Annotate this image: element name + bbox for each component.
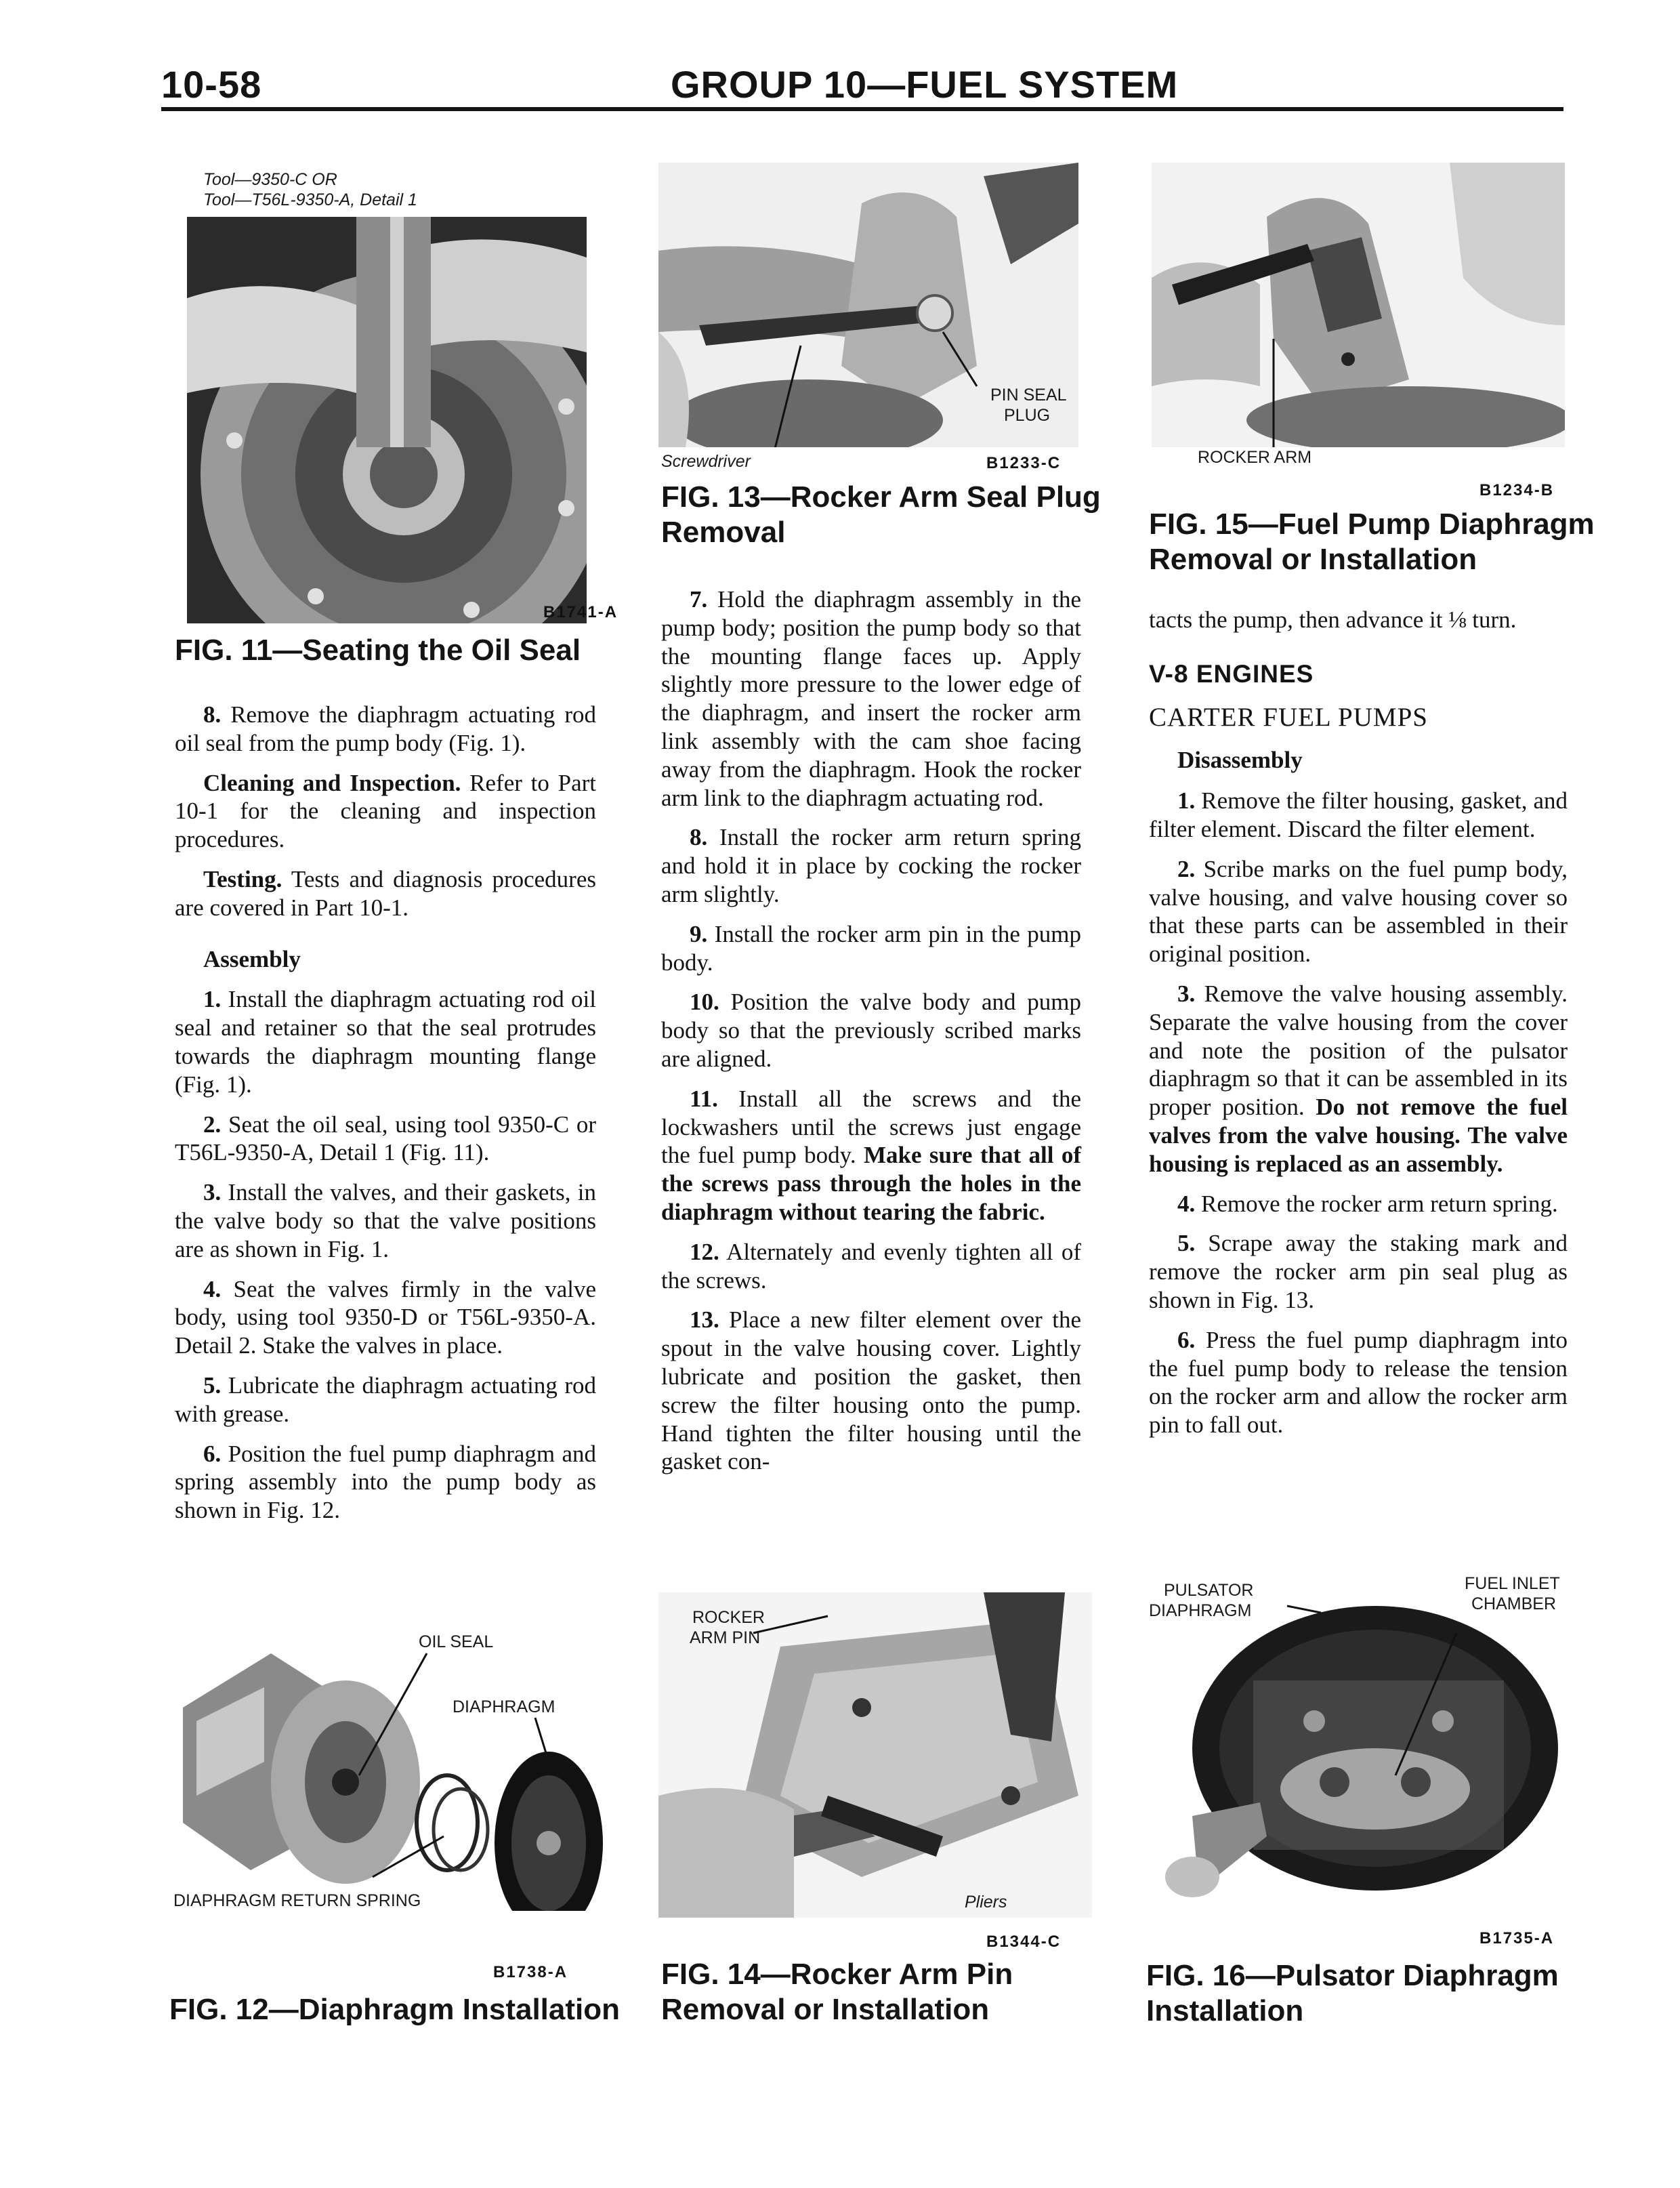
col2-step-10: 10. Position the valve body and pump body so that the previously scribed marks are aligned. — [661, 989, 1081, 1072]
fig15-photo — [1152, 163, 1565, 447]
page-header-title: GROUP 10—FUEL SYSTEM — [671, 63, 1179, 106]
fig16-label-inlet-2: CHAMBER — [1471, 1594, 1557, 1613]
fig13-caption-2: Removal — [661, 516, 786, 549]
fig15-code: B1234-B — [1479, 481, 1555, 499]
column-1 — [175, 701, 596, 1536]
col3-carter-heading: CARTER FUEL PUMPS — [1149, 702, 1428, 732]
fig14-label-rocker-1: ROCKER — [692, 1608, 765, 1627]
col1-assembly-step-3: 3. Install the valves, and their gaskets, in the valve body so that the valve positions are as shown in Fig. 1. — [175, 1179, 596, 1262]
fig16-label-pulsator-2: DIAPHRAGM — [1149, 1601, 1252, 1620]
fig12-label-return-spring: DIAPHRAGM RETURN SPRING — [173, 1891, 421, 1910]
fig14-caption-1: FIG. 14—Rocker Arm Pin — [661, 1958, 1013, 1991]
fig12-label-oil-seal: OIL SEAL — [419, 1632, 494, 1651]
col2-step-7: 7. Hold the diaphragm assembly in the pump body; position the pump body so that the mounting flange faces up. Apply slightly more pressure to the lower edge of the diaphragm, and insert the rocker arm link assembly with the cam shoe facing away from the diaphragm. Hook the rocker arm link to the diaphragm actuating rod. — [661, 586, 1081, 811]
column-2 — [661, 585, 1081, 1487]
fig12-label-diaphragm: DIAPHRAGM — [453, 1697, 555, 1716]
fig15-label-rocker-arm: ROCKER ARM — [1198, 448, 1312, 467]
fig14-label-pliers: Pliers — [965, 1893, 1007, 1912]
fig14-label-rocker-2: ARM PIN — [690, 1628, 761, 1647]
col2-step-11: 11. Install all the screws and the lockwashers until the screws just engage the fuel pump body. Make sure that all of the screws pass through the holes in the diaphragm without tearing the fabric. — [661, 1085, 1081, 1225]
col3-disassembly-heading: Disassembly — [1177, 747, 1303, 774]
fig12-photo — [169, 1626, 603, 1911]
fig16-code: B1735-A — [1479, 1929, 1555, 1947]
fig11-tool-label-1: Tool—9350-C OR — [203, 170, 337, 189]
col1-assembly-step-4: 4. Seat the valves firmly in the valve body, using tool 9350-D or T56L-9350-A. Detail 2. Stake the valves in place. — [175, 1275, 596, 1359]
col1-assembly-heading: Assembly — [203, 945, 301, 972]
fig12-caption: FIG. 12—Diaphragm Installation — [169, 1993, 621, 2026]
col3-step-2: 2. Scribe marks on the fuel pump body, valve housing, and valve housing cover so that these parts can be assembled in their original position. — [1149, 855, 1568, 968]
col1-cleaning: Cleaning and Inspection. Refer to Part 10-1 for the cleaning and inspection procedures. — [175, 769, 596, 853]
fig13-label-pin-seal-2: PLUG — [1004, 406, 1051, 425]
col1-assembly-step-1: 1. Install the diaphragm actuating rod oil seal and retainer so that the seal protrudes towards the diaphragm mounting flange (Fig. 1). — [175, 986, 596, 1098]
col1-assembly-step-6: 6. Position the fuel pump diaphragm and spring assembly into the pump body as shown in Fig. 12. — [175, 1440, 596, 1524]
col2-step-8: 8. Install the rocker arm return spring and hold it in place by cocking the rocker arm slightly. — [661, 824, 1081, 907]
header-rule — [161, 107, 1563, 111]
fig11-photo — [187, 217, 587, 623]
fig13-caption-1: FIG. 13—Rocker Arm Seal Plug — [661, 480, 1101, 514]
col1-assembly-step-5: 5. Lubricate the diaphragm actuating rod with grease. — [175, 1371, 596, 1427]
fig15-caption-1: FIG. 15—Fuel Pump Diaphragm — [1149, 508, 1595, 541]
fig16-photo — [1152, 1592, 1565, 1911]
col1-assembly-step-2: 2. Seat the oil seal, using tool 9350-C or T56L-9350-A, Detail 1 (Fig. 11). — [175, 1111, 596, 1166]
col3-step-6: 6. Press the fuel pump diaphragm into the fuel pump body to release the tension on the rocker arm and allow the rocker arm pin to fall out. — [1149, 1326, 1568, 1439]
col2-step-12: 12. Alternately and evenly tighten all of the screws. — [661, 1238, 1081, 1294]
fig16-label-pulsator-1: PULSATOR — [1164, 1581, 1254, 1600]
fig14-code: B1344-C — [986, 1933, 1062, 1951]
col1-step-8: 8. Remove the diaphragm actuating rod oil seal from the pump body (Fig. 1). — [175, 701, 596, 756]
fig16-caption-1: FIG. 16—Pulsator Diaphragm — [1146, 1959, 1559, 1992]
fig13-code: B1233-C — [986, 454, 1062, 472]
fig11-caption: FIG. 11—Seating the Oil Seal — [175, 634, 581, 667]
col3-step-1: 1. Remove the filter housing, gasket, and filter element. Discard the filter element. — [1149, 787, 1568, 842]
col3-continued: tacts the pump, then advance it ⅛ turn. — [1149, 606, 1517, 633]
column-3 — [1149, 606, 1568, 1451]
col1-testing: Testing. Tests and diagnosis procedures are covered in Part 10-1. — [175, 865, 596, 921]
col2-step-13: 13. Place a new filter element over the spout in the valve housing cover. Lightly lubricate and position the gasket, then screw the filter housing onto the pump. Hand tighten the filter housing until the gasket con- — [661, 1306, 1081, 1475]
fig12-code: B1738-A — [493, 1963, 568, 1981]
page-number: 10-58 — [161, 63, 262, 106]
fig13-label-screwdriver: Screwdriver — [661, 452, 751, 471]
fig13-label-pin-seal-1: PIN SEAL — [990, 386, 1067, 405]
fig16-caption-2: Installation — [1146, 1994, 1304, 2027]
col3-step-5: 5. Scrape away the staking mark and remove the rocker arm pin seal plug as shown in Fig. 13. — [1149, 1230, 1568, 1313]
fig15-caption-2: Removal or Installation — [1149, 543, 1477, 576]
fig14-caption-2: Removal or Installation — [661, 1993, 990, 2026]
fig16-label-inlet-1: FUEL INLET — [1465, 1574, 1560, 1593]
fig11-tool-label-2: Tool—T56L-9350-A, Detail 1 — [203, 190, 417, 209]
col2-step-9: 9. Install the rocker arm pin in the pump body. — [661, 920, 1081, 976]
fig11-code: B1741-A — [543, 603, 618, 621]
col3-v8-heading: V-8 ENGINES — [1149, 659, 1314, 688]
col3-step-4: 4. Remove the rocker arm return spring. — [1177, 1190, 1558, 1217]
col3-step-3: 3. Remove the valve housing assembly. Separate the valve housing from the cover and note the position of the pulsator diaphragm so that it can be assembled in its proper position. Do not remove the fuel valves from the valve housing. The valve housing is replaced as an assembly. — [1149, 980, 1568, 1177]
